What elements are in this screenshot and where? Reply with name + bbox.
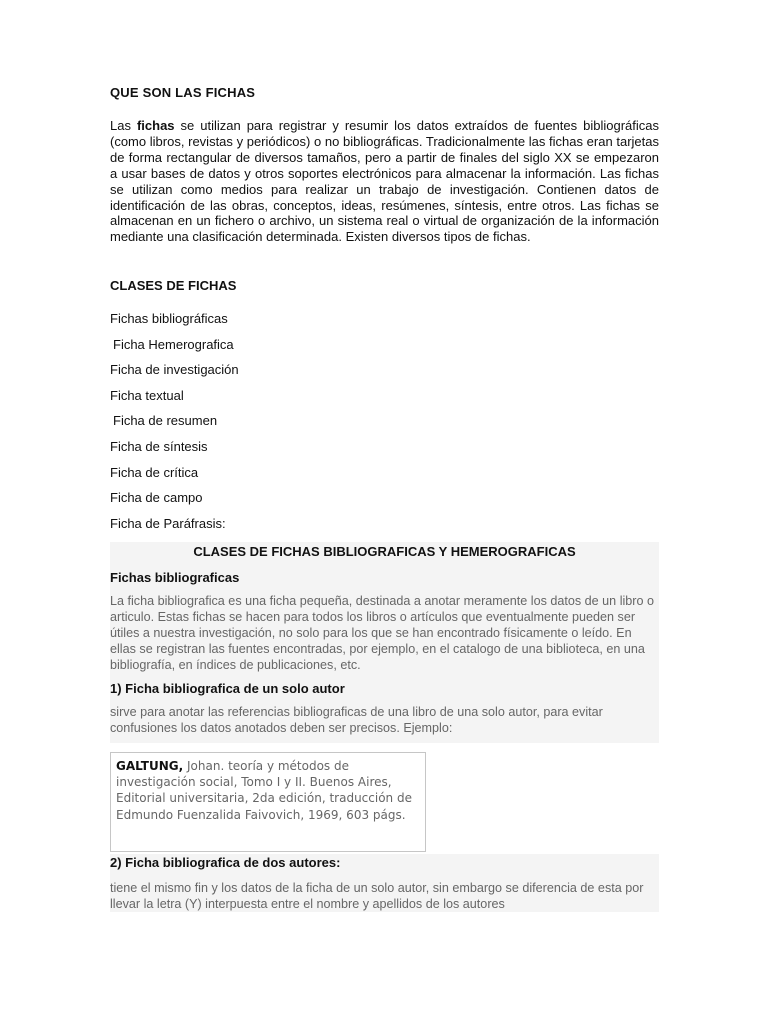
list-item: Ficha de Paráfrasis: [110,515,226,531]
example-author: GALTUNG, [116,759,184,773]
description-paragraph: La ficha bibliografica es una ficha pequeña, destinada a anotar meramente los datos de un libro o articulo. Estas fichas se hacen para todos los libros o artículos que eventualmente pueden ser útiles a nuestra investigación, no solo para los que se han encontrado físicamente o leído. En ellas se registran las fuentes encontradas, por ejemplo, en el catalogo de una biblioteca, en una bibliografía, en índices de publicaciones, etc. [110,594,654,672]
intro-prefix: Las [110,118,137,133]
heading-two-authors: 2) Ficha bibliografica de dos autores: [110,855,341,870]
fichas-list [110,311,239,541]
example-citation-box [110,752,426,852]
list-item: Ficha Hemerografica [113,336,234,352]
intro-paragraph [110,118,659,245]
one-author-paragraph: sirve para anotar las referencias bibliograficas de una libro de una solo autor, para evitar confusiones los datos anotados deben ser precisos. Ejemplo: [110,705,603,735]
heading-one-author: 1) Ficha bibliografica de un solo autor [110,681,345,696]
list-item: Ficha de crítica [110,464,199,480]
two-authors-paragraph: tiene el mismo fin y los datos de la ficha de un solo autor, sin embargo se diferencia de esta por llevar la letra (Y) interpuesta entre el nombre y apellidos de los autores [110,881,644,911]
subtitle-fichas-bibliograficas: Fichas bibliograficas [110,570,240,585]
list-item: Ficha de investigación [110,362,239,378]
intro-bold-term: fichas [136,118,175,133]
block-title: CLASES DE FICHAS BIBLIOGRAFICAS Y HEMEROGRAFICAS [193,544,576,559]
list-item: Ficha textual [110,387,184,403]
section-title-clases: CLASES DE FICHAS [110,278,237,293]
example-text: Johan. teoría y métodos de investigación social, Tomo I y II. Buenos Aires, Editorial universitaria, 2da edición, traducción de Edmundo Fuenzalida Faivovich, 1969, 603 págs. [116,759,412,822]
list-item: Ficha de resumen [113,413,218,429]
section-title-que-son: QUE SON LAS FICHAS [110,85,256,100]
list-item: Ficha de campo [110,490,203,506]
list-item: Ficha de síntesis [110,438,208,454]
list-item: Fichas bibliográficas [110,311,228,326]
two-authors-block [110,854,659,912]
intro-rest: se utilizan para registrar y resumir los datos extraídos de fuentes bibliográficas (como libros, revistas y periódicos) o no bibliográficas. Tradicionalmente las fichas eran tarjetas de forma rectangular de diversos tamaños, pero a partir de finales del siglo XX se empezaron a usar bases de datos y otros soportes electrónicos para almacenar la información. Las fichas se utilizan como medios para realizar un trabajo de investigación. Contienen datos de identificación de las obras, conceptos, ideas, resúmenes, síntesis, entre otros. Las fichas se almacenan en un fichero o archivo, un sistema real o virtual de organización de la información mediante una clasificación determinada. Existen diversos tipos de fichas. [110,118,659,245]
bibliograficas-block [110,542,659,743]
